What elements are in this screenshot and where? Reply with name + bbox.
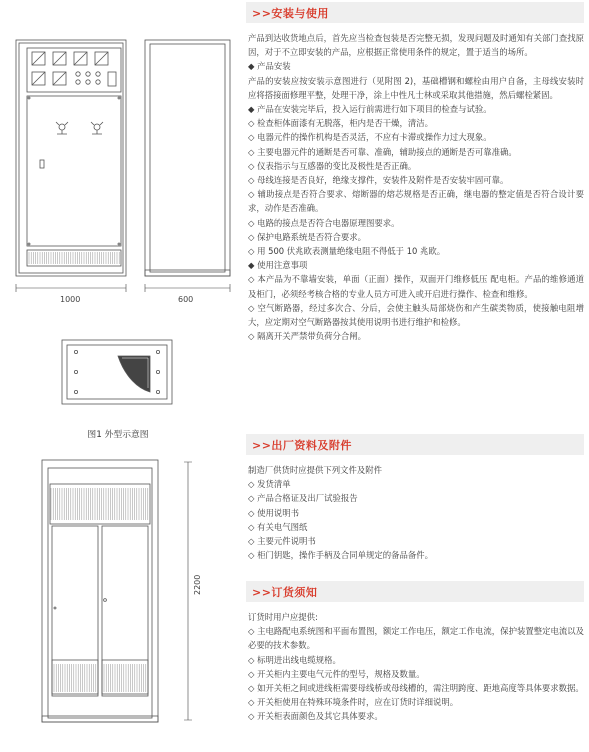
section-header: [246, 2, 584, 23]
figure-column: [0, 0, 236, 748]
paragraph: ◇ 仪表指示与互感器的变比及极性是否正确。: [248, 160, 417, 171]
section-title: >>安装与使用: [252, 6, 329, 20]
paragraph: ◆ 使用注意事项: [248, 260, 308, 271]
dim-width-side: 600: [178, 295, 194, 304]
cabinet-drawings: [0, 0, 236, 748]
section-title: >>订货须知: [252, 585, 318, 599]
paragraph: ◇ 开关柜表面颜色及其它具体要求。: [248, 711, 383, 722]
paragraph: ◇ 检查柜体面漆有无脱落，柜内是否干燥，清洁。: [248, 118, 433, 129]
figure-caption: 图1 外型示意图: [87, 430, 149, 440]
section-ordering: [246, 581, 584, 724]
paragraph: ◇ 主电路配电系统图和平面布置图，额定工作电压，额定工作电流，保护装置整定电流以及必要的技术参数。: [248, 626, 584, 651]
paragraph: ◇ 本产品为不靠墙安装，单面（正面）操作，双面开门维修低压 配电柜。产品的维修通道及柜门，必须经考核合格的专业人员方可进入或开启进行操作、检查和维修。: [248, 274, 584, 299]
section-body: [246, 31, 584, 343]
dim-width-front: 1000: [60, 295, 81, 304]
paragraph: 制造厂供货时应提供下列文件及附件: [248, 465, 382, 475]
section-title: >>出厂资料及附件: [252, 438, 352, 452]
paragraph: ◇ 发货清单: [248, 479, 291, 490]
paragraph: ◇ 空气断路器，经过多次合、分后，会使主触头局部烧伤和产生碳类物质，使接触电阻增大，应定期对空气断路器按其使用说明书进行维护和检修。: [248, 302, 584, 328]
paragraph: ◇ 保护电路系统是否符合要求。: [248, 231, 366, 242]
paragraph: ◇ 主要电器元件的通断是否可靠、准确，辅助接点的通断是否可靠准确。: [248, 146, 517, 157]
side-view-drawing: [145, 40, 230, 276]
paragraph: ◆ 产品在安装完毕后，投入运行前需进行如下项目的检查与试验。: [248, 104, 492, 115]
paragraph: ◇ 如开关柜之间或进线柜需要母线桥或母线槽的，需注明跨度、距地高度等具体要求数据。: [248, 683, 584, 694]
rear-view-drawing: [42, 460, 158, 722]
section-header: [246, 434, 584, 455]
paragraph: ◇ 开关柜内主要电气元件的型号，规格及数量。: [248, 668, 425, 679]
paragraph: ◇ 隔离开关严禁带负荷分合闸。: [248, 331, 366, 342]
paragraph: ◇ 柜门钥匙，操作手柄及合同单规定的备品备件。: [248, 550, 433, 561]
paragraph: ◇ 产品合格证及出厂试验报告: [248, 493, 358, 504]
paragraph: 订货时用户应提供:: [248, 612, 318, 622]
section-install: [246, 2, 584, 343]
section-body: [246, 463, 584, 562]
paragraph: ◇ 用 500 伏兆欧表测量绝缘电阻不得低于 10 兆欧。: [248, 246, 446, 257]
paragraph: ◇ 开关柜使用在特殊环境条件时，应在订货时详细说明。: [248, 697, 459, 708]
paragraph: 产品的安装应按安装示意图进行（见附图 2)，基础槽钢和螺栓由用户自备，主母线安装时应将搭接面修理平整，处理干净，涂上中性凡士林或采取其他措施，然后螺栓紧固。: [248, 75, 584, 100]
paragraph: ◇ 有关电气图纸: [248, 521, 308, 532]
paragraph: 产品到达收货地点后，首先应当检查包装是否完整无损，发现问题及时通知有关部门查找原因，对于不立即安装的产品，应根据正常使用条件的规定，置于适当的场所。: [248, 33, 584, 58]
front-view-drawing: [16, 40, 126, 276]
section-header: [246, 581, 584, 602]
paragraph: ◇ 电器元件的操作机构是否灵活，不应有卡滞或操作力过大现象。: [248, 132, 492, 143]
paragraph: ◇ 主要元件说明书: [248, 536, 316, 547]
paragraph: ◇ 标明进出线电缆规格。: [248, 654, 341, 665]
paragraph: ◇ 母线连接是否良好，绝缘支撑件，安装件及附件是否安装牢固可靠。: [248, 175, 509, 186]
paragraph: ◇ 使用说明书: [248, 507, 299, 518]
section-factory-docs: [246, 434, 584, 562]
paragraph: ◇ 电路的接点是否符合电器原理图要求。: [248, 217, 400, 228]
dim-height: 2200: [193, 574, 202, 595]
base-plan-drawing: [62, 340, 172, 404]
paragraph: ◇ 辅助接点是否符合要求、熔断器的熔芯规格是否正确，继电器的整定值是否符合设计要求，动作是否准确。: [248, 189, 584, 214]
section-body: [246, 610, 584, 724]
paragraph: ◆ 产品安装: [248, 61, 291, 72]
